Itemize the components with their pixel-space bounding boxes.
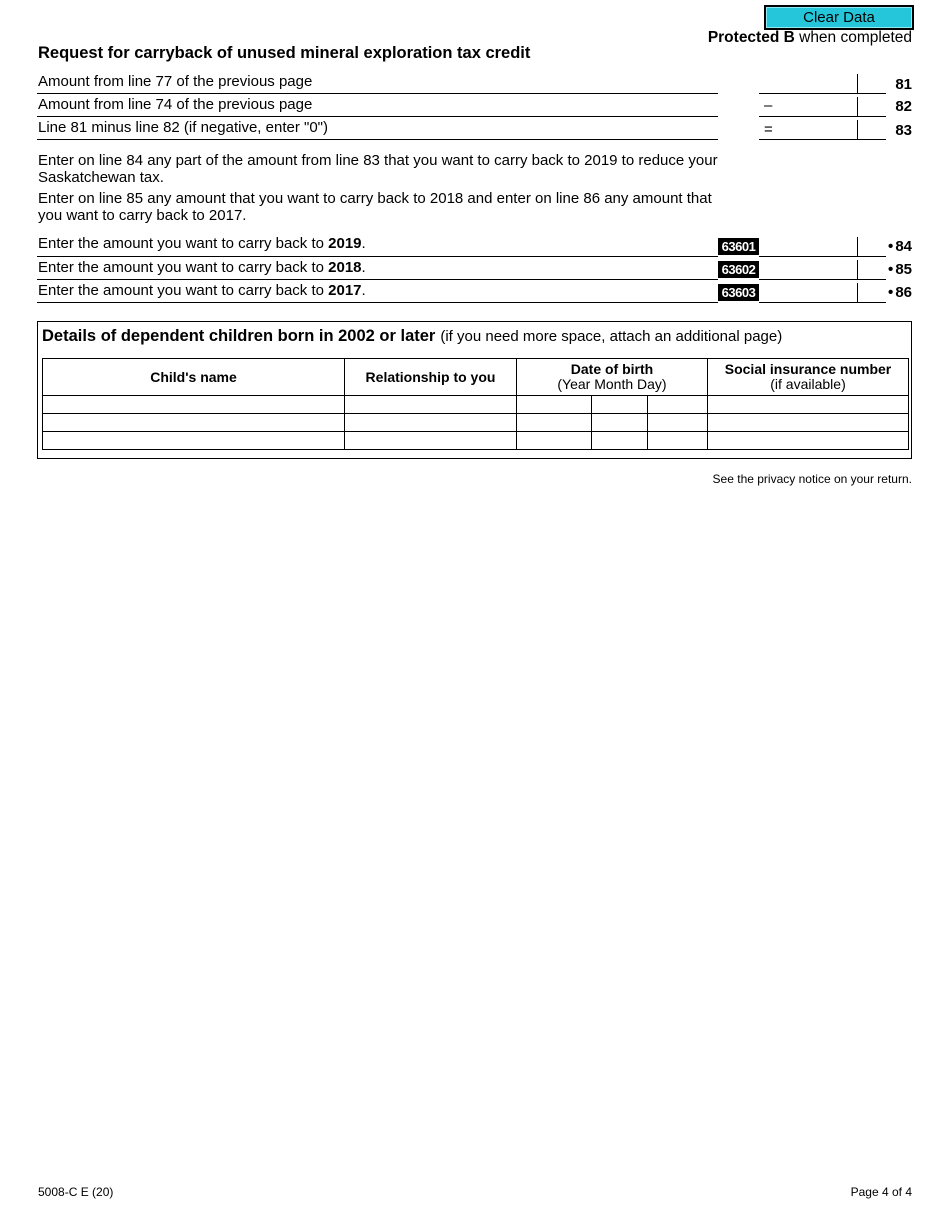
line-83-cents-separator — [857, 120, 858, 139]
line-83-rule — [37, 139, 718, 140]
dob-day-field[interactable] — [648, 396, 708, 414]
section-title: Request for carryback of unused mineral exploration tax credit — [38, 44, 531, 62]
dob-day-field[interactable] — [648, 432, 708, 450]
line-86-label: Enter the amount you want to carry back to 2017. — [38, 282, 366, 299]
equals-sign: = — [764, 121, 773, 138]
line-82-number: 82 — [895, 98, 912, 115]
line-82-label: Amount from line 74 of the previous page — [38, 96, 313, 113]
line-86-number: • 86 — [888, 284, 912, 301]
table-row — [43, 432, 909, 450]
minus-sign: – — [764, 97, 773, 114]
dob-month-field[interactable] — [592, 432, 648, 450]
line-83-amount-field[interactable] — [759, 139, 886, 140]
line-85-label: Enter the amount you want to carry back to 2018. — [38, 259, 366, 276]
sin-field[interactable] — [708, 414, 909, 432]
relationship-field[interactable] — [345, 432, 517, 450]
col-relationship: Relationship to you — [345, 359, 517, 396]
page-number: Page 4 of 4 — [850, 1185, 912, 1199]
clear-data-button[interactable]: Clear Data — [764, 5, 914, 30]
line-84-field-code: 63601 — [718, 238, 759, 255]
col-childs-name: Child's name — [43, 359, 345, 396]
dob-year-field[interactable] — [517, 432, 592, 450]
line-84-rule — [37, 256, 718, 257]
sin-field[interactable] — [708, 396, 909, 414]
line-84-label: Enter the amount you want to carry back to 2019. — [38, 235, 366, 252]
form-identifier: 5008-C E (20) — [38, 1185, 114, 1199]
dob-year-field[interactable] — [517, 414, 592, 432]
line-82-cents-separator — [857, 97, 858, 116]
child-name-field[interactable] — [43, 414, 345, 432]
line-85-cents-separator — [857, 260, 858, 279]
relationship-field[interactable] — [345, 396, 517, 414]
line-86-cents-separator — [857, 283, 858, 302]
dependent-children-title: Details of dependent children born in 2002 or later (if you need more space, attach an additional page) — [42, 327, 783, 345]
protected-b-notice: Protected B when completed — [707, 29, 912, 46]
table-row — [43, 414, 909, 432]
dependent-children-table — [42, 358, 909, 450]
privacy-note: See the privacy notice on your return. — [712, 472, 912, 486]
line-82-amount-field[interactable] — [759, 116, 886, 117]
line-81-amount-field[interactable] — [759, 93, 886, 94]
line-83-number: 83 — [895, 122, 912, 139]
line-81-label: Amount from line 77 of the previous page — [38, 73, 313, 90]
dob-month-field[interactable] — [592, 414, 648, 432]
dob-day-field[interactable] — [648, 414, 708, 432]
dob-year-field[interactable] — [517, 396, 592, 414]
col-sin: Social insurance number (if available) — [708, 359, 909, 396]
line-81-number: 81 — [895, 76, 912, 93]
instruction-lines-85-86: Enter on line 85 any amount that you want to carry back to 2018 and enter on line 86 any amount that you want to carry back to 2017. — [38, 190, 712, 224]
line-84-amount-field[interactable] — [759, 256, 886, 257]
line-81-rule — [37, 93, 718, 94]
line-85-number: • 85 — [888, 261, 912, 278]
line-82-rule — [37, 116, 718, 117]
line-86-rule — [37, 302, 718, 303]
line-86-amount-field[interactable] — [759, 302, 886, 303]
line-81-cents-separator — [857, 74, 858, 93]
line-83-label: Line 81 minus line 82 (if negative, enter "0") — [38, 119, 328, 136]
relationship-field[interactable] — [345, 414, 517, 432]
child-name-field[interactable] — [43, 396, 345, 414]
table-header-row — [43, 359, 909, 396]
sin-field[interactable] — [708, 432, 909, 450]
child-name-field[interactable] — [43, 432, 345, 450]
table-row — [43, 396, 909, 414]
line-85-field-code: 63602 — [718, 261, 759, 278]
line-86-field-code: 63603 — [718, 284, 759, 301]
instruction-line-84: Enter on line 84 any part of the amount from line 83 that you want to carry back to 2019 to reduce your Saskatchewan tax. — [38, 152, 718, 186]
line-85-amount-field[interactable] — [759, 279, 886, 280]
dob-month-field[interactable] — [592, 396, 648, 414]
line-85-rule — [37, 279, 718, 280]
line-84-number: • 84 — [888, 238, 912, 255]
line-84-cents-separator — [857, 237, 858, 256]
col-date-of-birth: Date of birth (Year Month Day) — [517, 359, 708, 396]
